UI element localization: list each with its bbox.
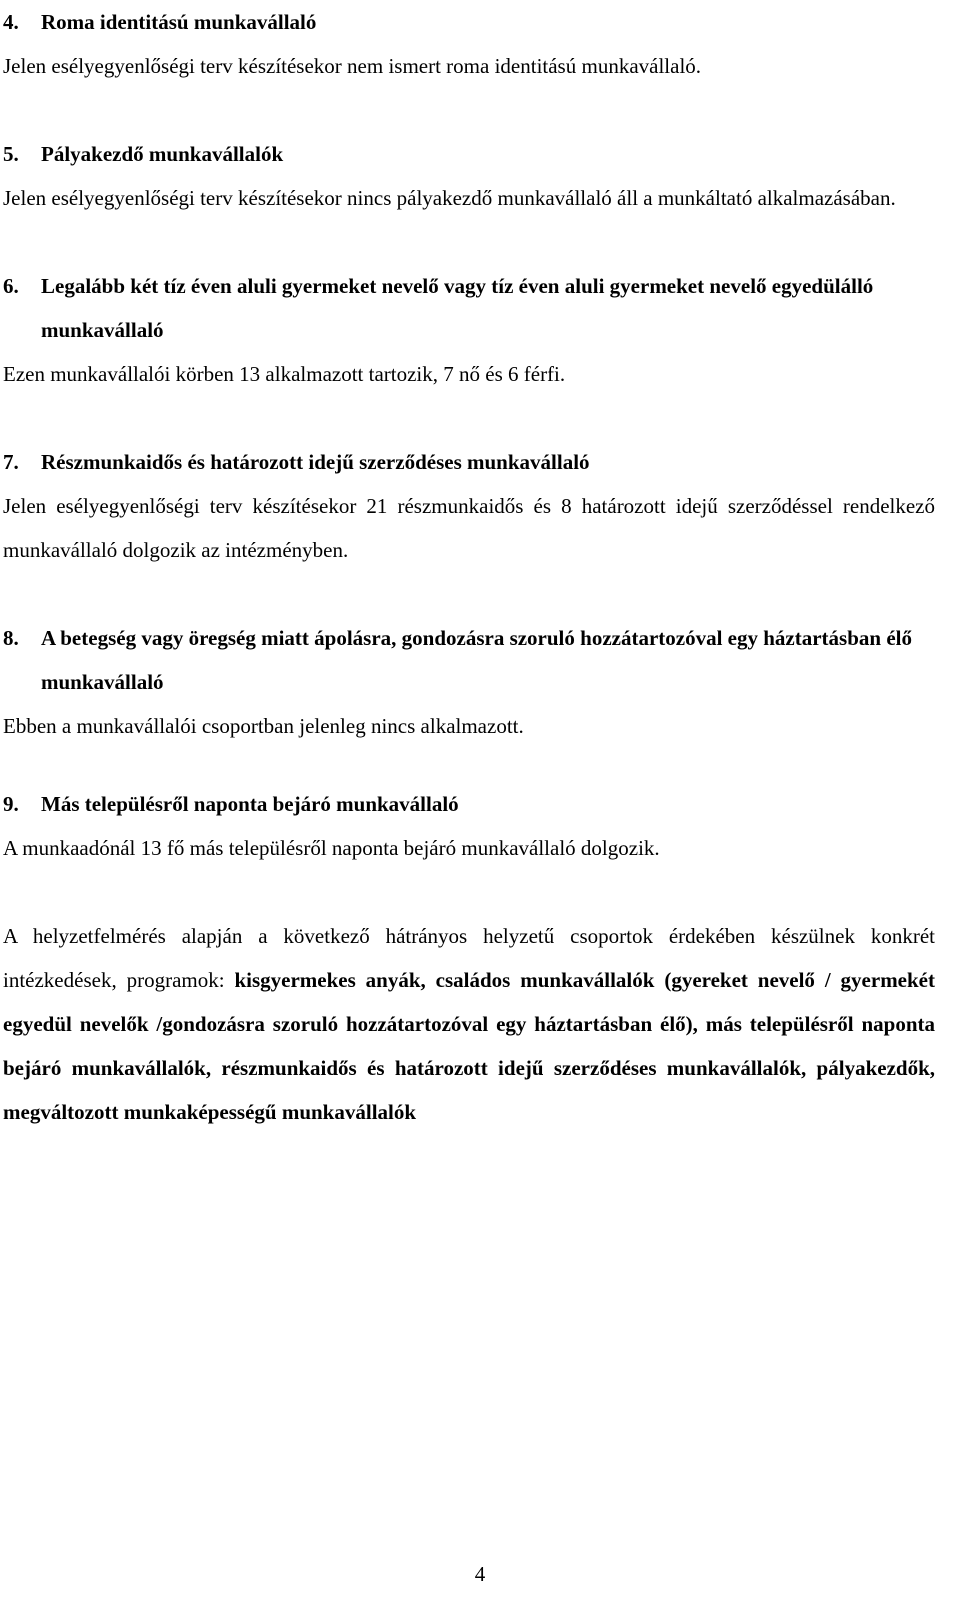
summary-intro: A helyzetfelmérés alapján a következő hátrányos helyzetű csoportok érdekében készülnek konkrét intézkedések, programok:	[3, 924, 935, 992]
section-title: A betegség vagy öregség miatt ápolásra, gondozásra szoruló hozzátartozóval egy háztartásban élő munkavállaló	[41, 626, 912, 694]
section-body: Jelen esélyegyenlőségi terv készítésekor nincs pályakezdő munkavállaló áll a munkáltató alkalmazásában.	[3, 186, 896, 210]
section-body: Jelen esélyegyenlőségi terv készítésekor nem ismert roma identitású munkavállaló.	[3, 54, 702, 78]
section-heading	[3, 0, 935, 44]
section-body: Ezen munkavállalói körben 13 alkalmazott tartozik, 7 nő és 6 férfi.	[3, 362, 566, 386]
section-body: Jelen esélyegyenlőségi terv készítésekor 21 részmunkaidős és 8 határozott idejű szerződéssel rendelkező munkavállaló dolgozik az intézményben.	[3, 494, 935, 562]
section-heading	[3, 616, 935, 704]
section-8	[3, 616, 935, 748]
section-body: A munkaadónál 13 fő más településről naponta bejáró munkavállaló dolgozik.	[3, 836, 660, 860]
section-heading	[3, 264, 935, 352]
section-title: Roma identitású munkavállaló	[41, 10, 317, 34]
spacer	[3, 88, 935, 132]
section-9	[3, 782, 935, 870]
section-number: 7.	[3, 450, 19, 474]
section-title: Részmunkaidős és határozott idejű szerződéses munkavállaló	[41, 450, 590, 474]
summary-paragraph	[3, 914, 935, 1134]
spacer	[3, 748, 935, 782]
section-number: 6.	[3, 274, 19, 298]
section-title: Pályakezdő munkavállalók	[41, 142, 284, 166]
summary-groups: kisgyermekes anyák, családos munkavállalók (gyereket nevelő / gyermekét egyedül nevelők /gondozásra szoruló hozzátartozóval egy háztartásban élő), más településről naponta bejáró munkavállalók, részmunkaidős és határozott idejű szerződéses munkavállalók, pályakezdők, megváltozott munkaképességű munkavállalók	[3, 968, 935, 1124]
section-heading	[3, 440, 935, 484]
section-number: 5.	[3, 142, 19, 166]
spacer	[3, 220, 935, 264]
section-title: Legalább két tíz éven aluli gyermeket nevelő vagy tíz éven aluli gyermeket nevelő egyedülálló munkavállaló	[41, 274, 874, 342]
section-4	[3, 0, 935, 88]
spacer	[3, 870, 935, 914]
document-page	[3, 0, 935, 1134]
page-number: 4	[474, 1562, 486, 1586]
section-number: 9.	[3, 792, 19, 816]
section-body: Ebben a munkavállalói csoportban jelenleg nincs alkalmazott.	[3, 714, 524, 738]
section-heading	[3, 782, 935, 826]
section-title: Más településről naponta bejáró munkavállaló	[41, 792, 459, 816]
section-5	[3, 132, 935, 220]
section-7	[3, 440, 935, 572]
section-heading	[3, 132, 935, 176]
section-6	[3, 264, 935, 396]
section-number: 8.	[3, 626, 19, 650]
spacer	[3, 572, 935, 616]
spacer	[3, 396, 935, 440]
section-number: 4.	[3, 10, 19, 34]
